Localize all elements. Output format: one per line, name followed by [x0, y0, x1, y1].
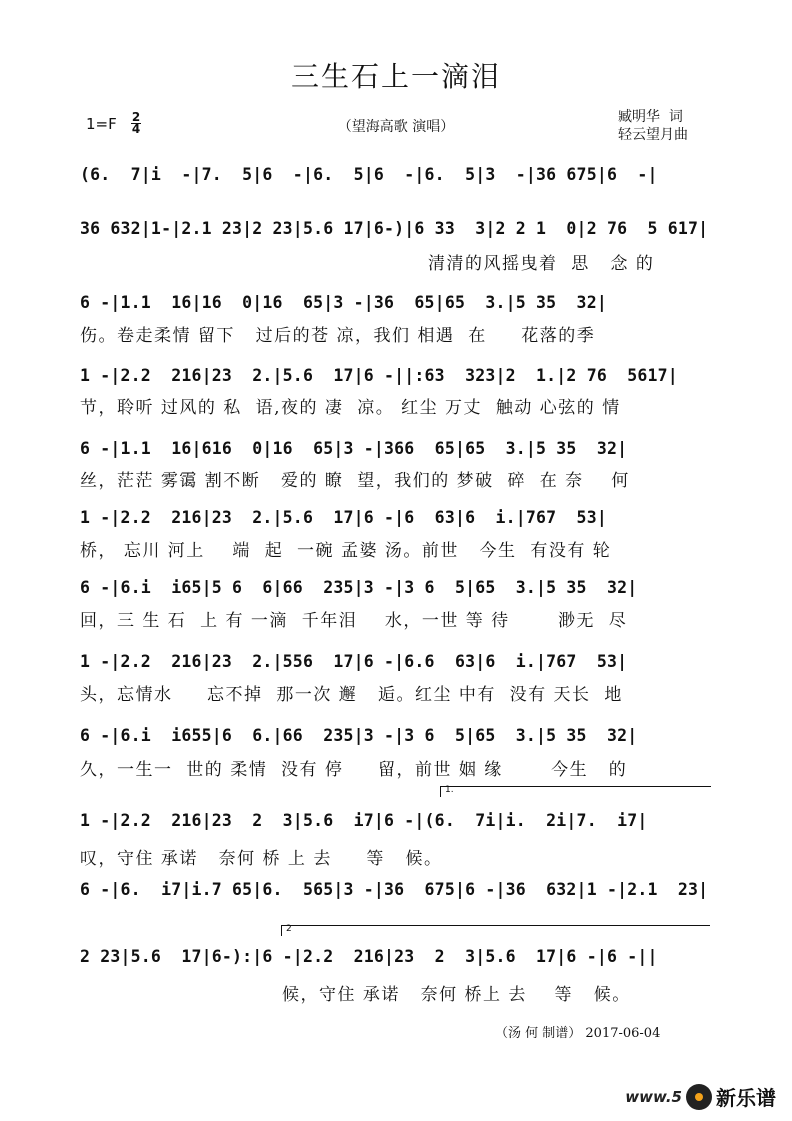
- lyric-line-3: 伤。卷走柔情 留下 过后的苍 凉，我们 相遇 在 花落的季: [80, 326, 596, 346]
- watermark-name: 新乐谱: [716, 1086, 776, 1110]
- lyric-line-5: 丝，茫茫 雾霭 割不断 爱的 瞭 望，我们的 梦破 碎 在 奈 何: [80, 471, 630, 491]
- volta-1: [440, 786, 711, 797]
- time-top: 2: [131, 110, 141, 124]
- lyric-line-12: 候，守住 承诺 奈何 桥上 去 等 候。: [282, 985, 631, 1005]
- volta-2-label: 2: [286, 924, 292, 934]
- lyric-line-9: 久，一生一 世的 柔情 没有 停 留，前世 姻 缘 今生 的: [80, 760, 628, 780]
- lyric-line-6: 桥， 忘川 河上 端 起 一碗 孟婆 汤。前世 今生 有没有 轮: [80, 541, 612, 561]
- notation-line-1: (6. 7|i -|7. 5|6 -|6. 5|6 -|6. 5|3 -|36 675|6 -|: [80, 165, 658, 184]
- notation-line-5: 6 -|1.1 16|616 0|16 65|3 -|366 65|65 3.|5 35 32|: [80, 439, 628, 458]
- singer-credit: （望海高歌 演唱）: [337, 119, 455, 135]
- notation-line-6: 1 -|2.2 216|23 2.|5.6 17|6 -|6 63|6 i.|767 53|: [80, 508, 607, 527]
- notation-line-7: 6 -|6.i i65|5 6 6|66 235|3 -|3 6 5|65 3.|5 35 32|: [80, 578, 638, 597]
- notation-line-4: 1 -|2.2 216|23 2.|5.6 17|6 -||:63 323|2 1.|2 76 5617|: [80, 366, 678, 385]
- composer-credit: 轻云望月曲: [618, 127, 688, 143]
- lyric-line-2: 清清的风摇曳着 思 念 的: [428, 254, 655, 274]
- notation-line-3: 6 -|1.1 16|16 0|16 65|3 -|36 65|65 3.|5 35 32|: [80, 293, 607, 312]
- notation-line-8: 1 -|2.2 216|23 2.|556 17|6 -|6.6 63|6 i.|767 53|: [80, 652, 628, 671]
- lyric-line-10: 叹，守住 承诺 奈何 桥 上 去 等 候。: [80, 849, 443, 869]
- lyric-line-7: 回，三 生 石 上 有 一滴 千年泪 水，一世 等 待 渺无 尽: [80, 611, 628, 631]
- watermark-url: www.5: [625, 1087, 682, 1106]
- record-icon: [686, 1084, 712, 1110]
- watermark: [625, 1082, 776, 1111]
- lyricist-credit: 臧明华 词: [618, 109, 683, 125]
- key-signature: 1=F: [86, 115, 117, 133]
- lyric-line-4: 节，聆听 过风的 私 语,夜的 凄 凉。 红尘 万丈 触动 心弦的 情: [80, 398, 621, 418]
- notation-line-12: 2 23|5.6 17|6-):|6 -|2.2 216|23 2 3|5.6 17|6 -|6 -||: [80, 947, 658, 966]
- song-title: 三生石上一滴泪: [290, 60, 501, 93]
- footer-credit: （汤 何 制谱） 2017-06-04: [495, 1026, 661, 1041]
- time-bottom: 4: [131, 122, 141, 136]
- notation-line-10: 1 -|2.2 216|23 2 3|5.6 i7|6 -|(6. 7i|i. 2i|7. i7|: [80, 811, 648, 830]
- notation-line-9: 6 -|6.i i655|6 6.|66 235|3 -|3 6 5|65 3.|5 35 32|: [80, 726, 638, 745]
- lyric-line-8: 头，忘情水 忘不掉 那一次 邂 逅。红尘 中有 没有 天长 地: [80, 685, 623, 705]
- volta-1-label: 1.: [445, 785, 454, 795]
- notation-line-11: 6 -|6. i7|i.7 65|6. 565|3 -|36 675|6 -|36 632|1 -|2.1 23|: [80, 880, 709, 899]
- notation-line-2: 36 632|1-|2.1 23|2 23|5.6 17|6-)|6 33 3|2 2 1 0|2 76 5 617|: [80, 219, 709, 238]
- volta-2: [281, 925, 710, 936]
